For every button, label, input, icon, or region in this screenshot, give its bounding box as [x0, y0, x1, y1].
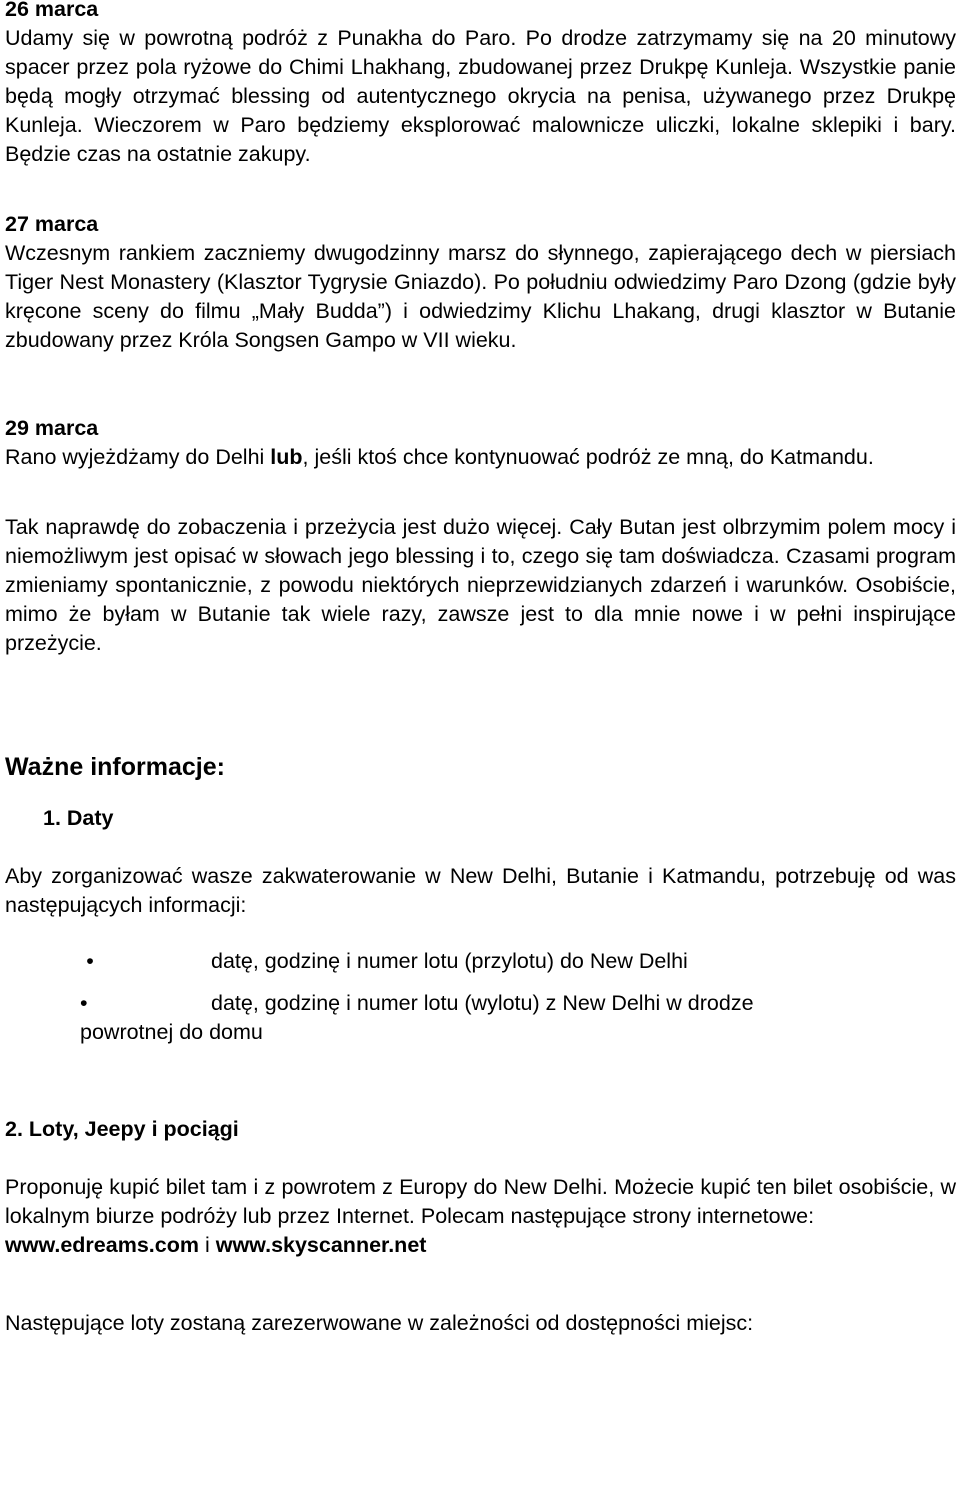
day-29	[5, 414, 956, 472]
document-body	[5, 0, 956, 1338]
day-date: 27 marca	[5, 212, 99, 236]
section-dates-intro: Aby zorganizować wasze zakwaterowanie w New Delhi, Butanie i Katmandu, potrzebuję od was następujących informacji:	[5, 864, 956, 917]
flights-reservation-note: Następujące loty zostaną zarezerwowane w zależności od dostępności miejsc:	[5, 1311, 754, 1335]
bullet-icon: •	[80, 991, 88, 1015]
section-flights-text: Proponuję kupić bilet tam i z powrotem z Europy do New Delhi. Możecie kupić ten bilet osobiście, w lokalnym biurze podróży lub przez Internet. Polecam następujące strony internetowe:	[5, 1175, 956, 1228]
list-item: • datę, godzinę i numer lotu (przylotu) do New Delhi	[5, 947, 956, 976]
closing-paragraph: Tak naprawdę do zobaczenia i przeżycia jest dużo więcej. Cały Butan jest olbrzymim polem mocy i niemożliwym jest opisać w słowach jego blessing i to, czego się tam doświadcza. Czasami program zmieniamy spontanicznie, z powodu niektórych nieprzewidzianych zdarzeń i warunków. Osobiście, mimo że byłam w Butanie tak wiele razy, zawsze jest to dla mnie nowe i w pełni inspirujące przeżycie.	[5, 515, 956, 655]
link-edreams[interactable]: www.edreams.com	[5, 1233, 199, 1257]
bullet-icon: •	[86, 949, 94, 973]
day-description: Udamy się w powrotną podróż z Punakha do Paro. Po drodze zatrzymamy się na 20 minutowy spacer przez pola ryżowe do Chimi Lhakhang, zbudowanej przez Drukpę Kunleja. Wszystkie panie będą mogły otrzymać blessing od autentycznego okrycia na penisa, używanego przez Drukpę Kunleja. Wieczorem w Paro będziemy eksplorować malownicze uliczki, lokalne sklepiki i bary. Będzie czas na ostatnie zakupy.	[5, 26, 956, 166]
emphasis-or: lub	[270, 445, 303, 469]
day-date: 29 marca	[5, 416, 99, 440]
day-27	[5, 210, 956, 355]
websites-line: www.edreams.com i www.skyscanner.net	[5, 1233, 427, 1257]
list-item: • datę, godzinę i numer lotu (wylotu) z New Delhi w drodze	[5, 989, 956, 1018]
day-26	[5, 0, 956, 169]
section-dates-title: 1. Daty	[43, 806, 114, 830]
day-description: Rano wyjeżdżamy do Delhi lub, jeśli ktoś chce kontynuować podróż ze mną, do Katmandu.	[5, 445, 874, 469]
important-info-heading: Ważne informacje:	[5, 753, 225, 781]
day-date: 26 marca	[5, 0, 99, 21]
section-flights-title: 2. Loty, Jeepy i pociągi	[5, 1117, 239, 1141]
day-description: Wczesnym rankiem zaczniemy dwugodzinny marsz do słynnego, zapierającego dech w piersiach Tiger Nest Monastery (Klasztor Tygrysie Gniazdo). Po południu odwiedzimy Paro Dzong (gdzie były kręcone sceny do filmu „Mały Budda”) i odwiedzimy Klichu Lhakang, drugi klasztor w Butanie zbudowany przez Króla Songsen Gampo w VII wieku.	[5, 241, 956, 352]
bullet-list	[5, 947, 956, 1047]
list-item-continuation: powrotnej do domu	[80, 1020, 263, 1044]
link-skyscanner[interactable]: www.skyscanner.net	[215, 1233, 427, 1257]
